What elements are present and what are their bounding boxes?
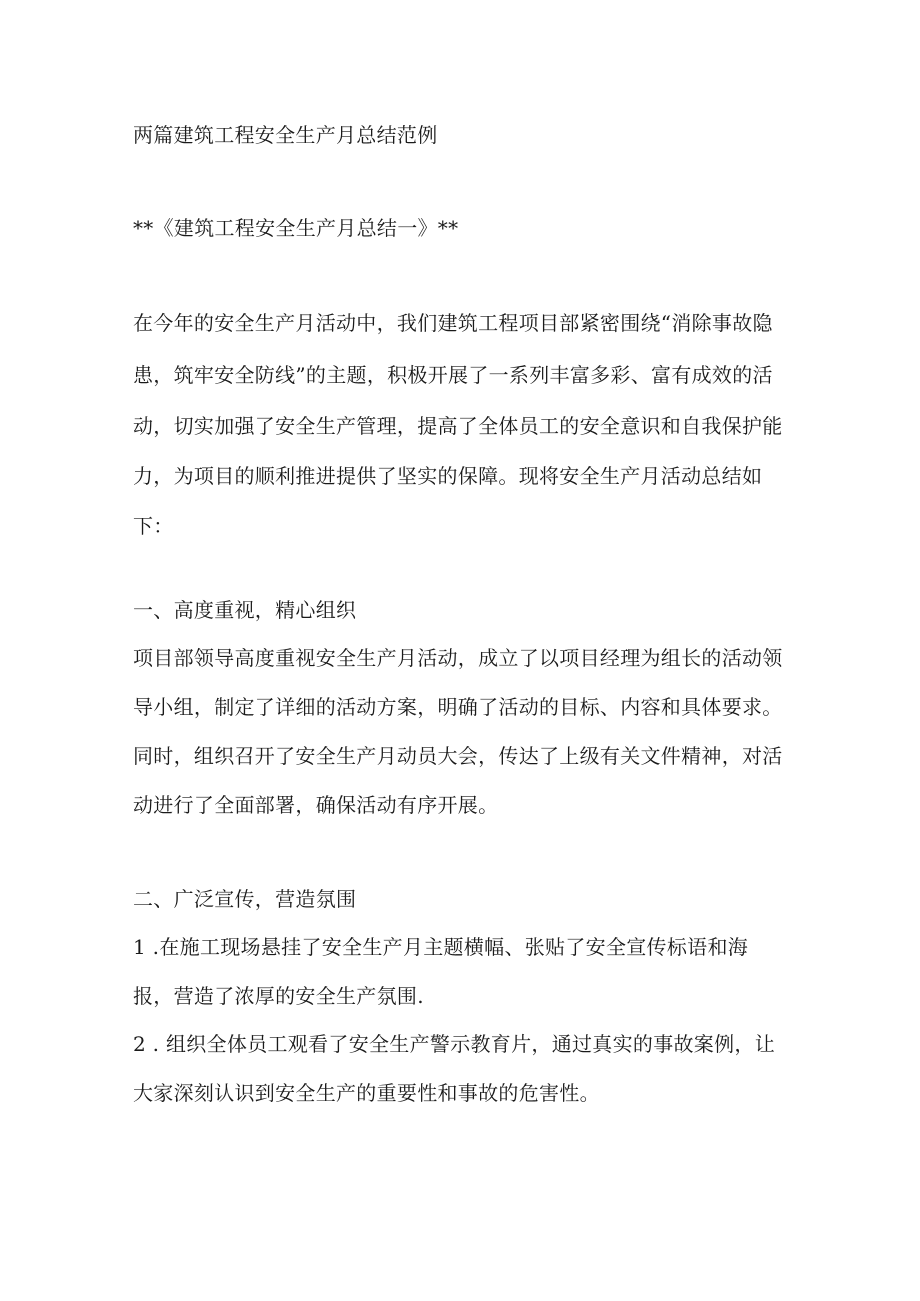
document-subtitle: **《建筑工程安全生产月总结一》**: [133, 216, 459, 240]
section2-item: 大家深刻认识到安全生产的重要性和事故的危害性。: [133, 1081, 600, 1105]
section1-heading: 一、高度重视，精心组织: [133, 598, 357, 622]
section1-line: 动进行了全面部署，确保活动有序开展。: [133, 793, 499, 817]
section2-item: 2 . 组织全体员工观看了安全生产警示教育片，通过真实的事故案例，让: [133, 1032, 775, 1056]
intro-line: 动，切实加强了安全生产管理，提高了全体员工的安全意识和自我保护能: [133, 414, 783, 438]
section1-line: 项目部领导高度重视安全生产月活动，成立了以项目经理为组长的活动领: [133, 646, 783, 670]
document-title: 两篇建筑工程安全生产月总结范例: [133, 123, 438, 147]
section2-item: 报，营造了浓厚的安全生产氛围.: [133, 984, 424, 1008]
intro-line: 力，为项目的顺利推进提供了坚实的保障。现将安全生产月活动总结如: [133, 464, 763, 488]
intro-line: 在今年的安全生产月活动中，我们建筑工程项目部紧密围绕“消除事故隐: [133, 311, 773, 335]
intro-line: 患，筑牢安全防线”的主题，积极开展了一系列丰富多彩、富有成效的活: [133, 363, 773, 387]
section2-heading: 二、广泛宣传，营造氛围: [133, 887, 357, 911]
section1-line: 导小组，制定了详细的活动方案，明确了活动的目标、内容和具体要求。: [133, 695, 783, 719]
section1-line: 同时，组织召开了安全生产月动员大会，传达了上级有关文件精神，对活: [133, 744, 783, 768]
section2-item: 1 .在施工现场悬挂了安全生产月主题横幅、张贴了安全宣传标语和海: [133, 935, 749, 959]
intro-line: 下：: [133, 514, 174, 538]
